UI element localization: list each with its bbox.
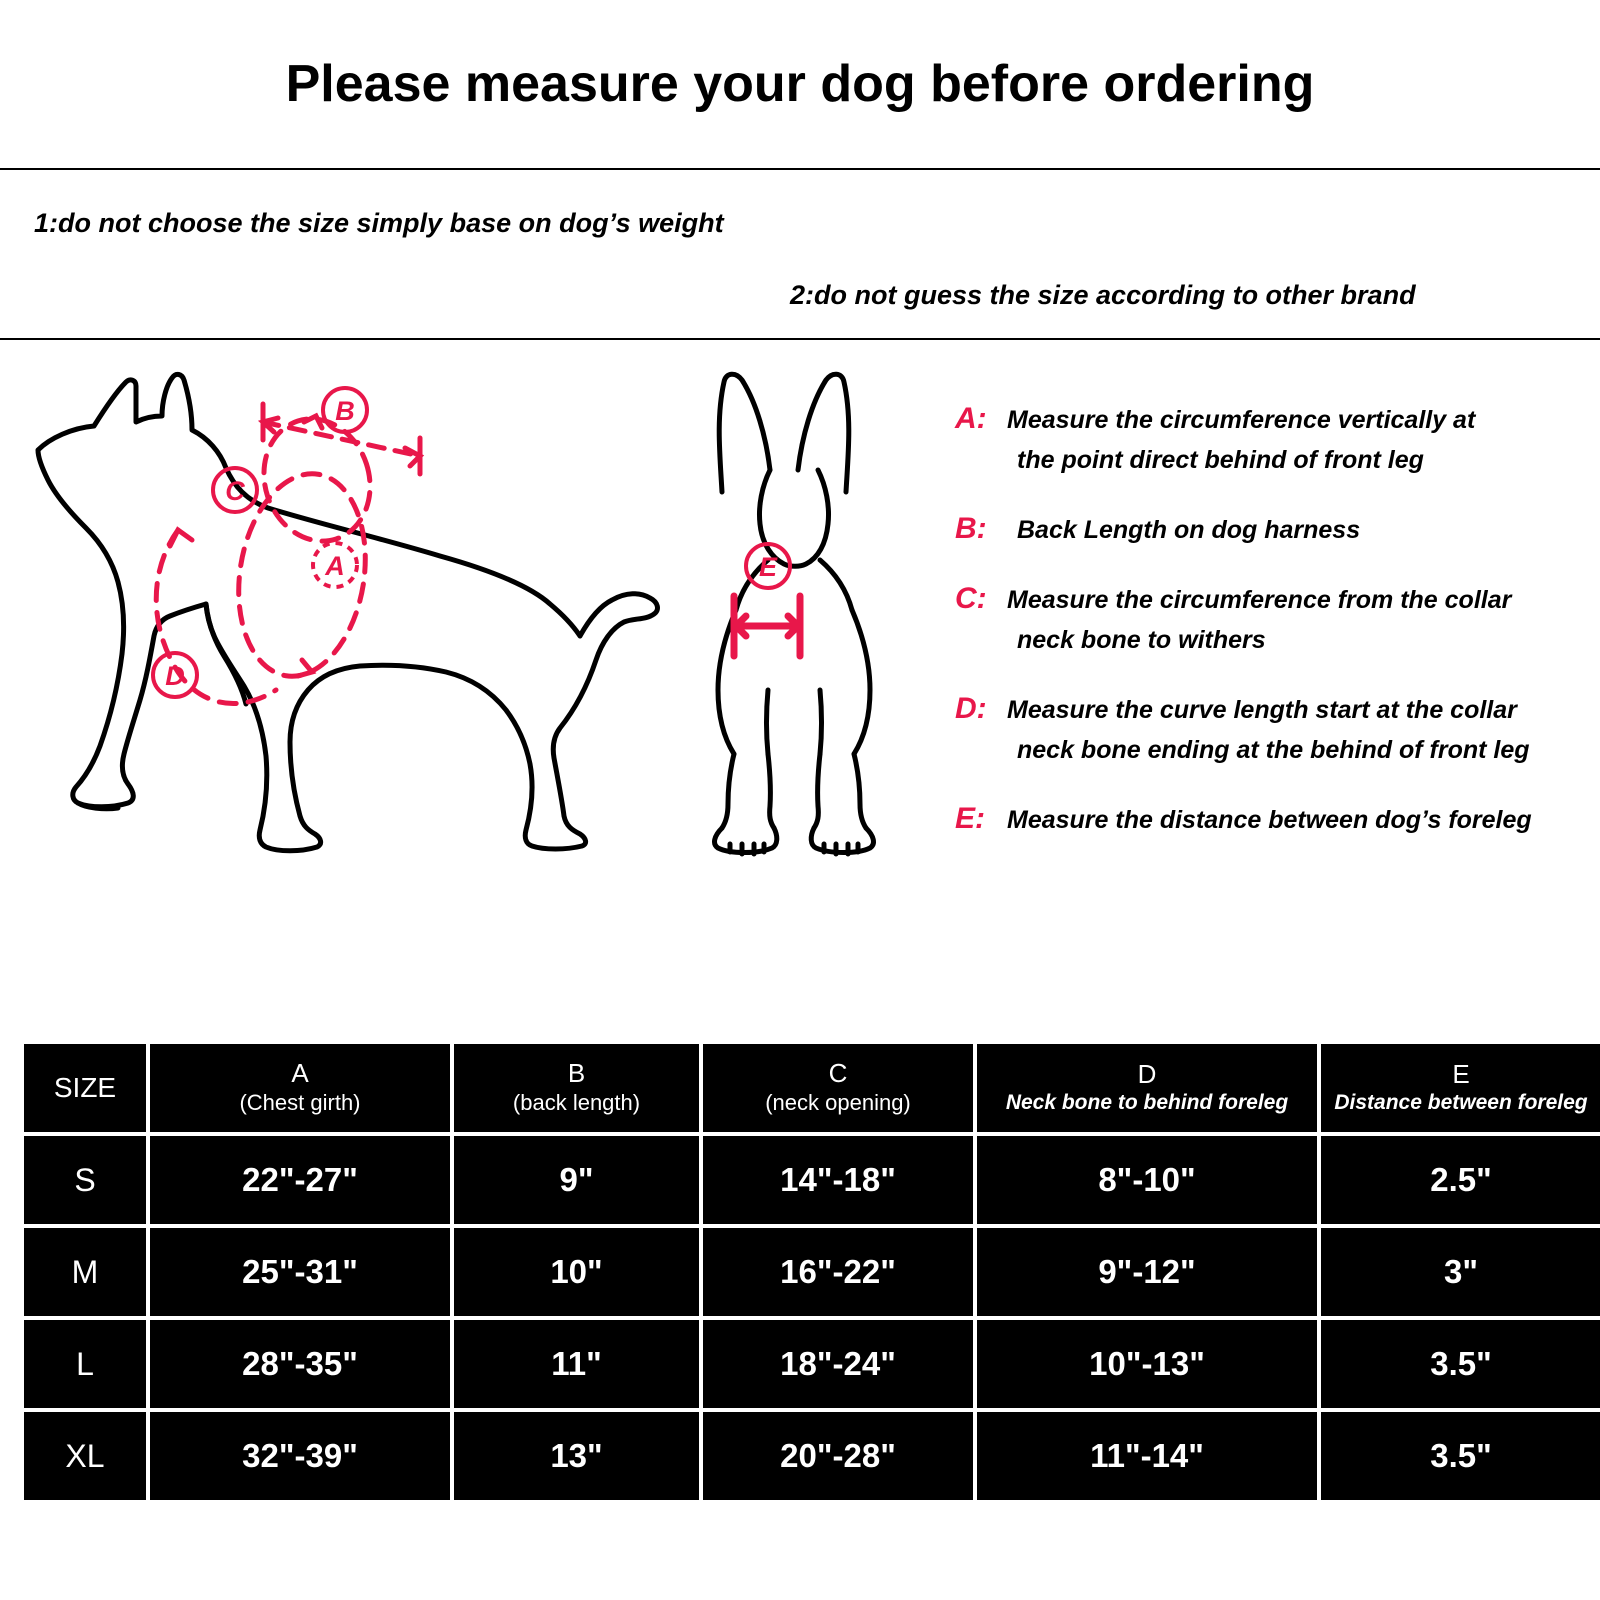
header-c-sub: (neck opening): [765, 1090, 911, 1116]
header-e-main: E: [1452, 1058, 1470, 1089]
row-xl-e: 3.5": [1321, 1412, 1600, 1500]
legend-text-d-line2: neck bone ending at the behind of front leg: [1017, 736, 1530, 764]
legend-text-e-line1: Measure the distance between dog’s foreleg: [1007, 806, 1532, 834]
row-s-d: 8"-10": [977, 1136, 1317, 1224]
header-d-main: D: [1137, 1058, 1157, 1089]
marker-c-label: C: [225, 476, 245, 506]
row-l-a: 28"-35": [150, 1320, 450, 1408]
size-table-container: [20, 1040, 1588, 1504]
legend-text-b: [1007, 510, 1360, 550]
table-header-d: [977, 1044, 1317, 1132]
row-m-d: 9"-12": [977, 1228, 1317, 1316]
row-s-e: 2.5": [1321, 1136, 1600, 1224]
row-l-size: L: [24, 1320, 146, 1408]
row-s-b: 9": [454, 1136, 699, 1224]
table-header-size: [24, 1044, 146, 1132]
table-header-b: [454, 1044, 699, 1132]
dog-side-view-illustration: [20, 360, 680, 885]
header-a-sub: (Chest girth): [239, 1090, 361, 1116]
legend-item-d: [955, 690, 1585, 770]
row-m-c: 16"-22": [703, 1228, 973, 1316]
row-m-e: 3": [1321, 1228, 1600, 1316]
legend-key-c: C:: [955, 582, 987, 615]
row-m-a: 25"-31": [150, 1228, 450, 1316]
row-xl-a: 32"-39": [150, 1412, 450, 1500]
row-m-b: 10": [454, 1228, 699, 1316]
notes-section: [0, 170, 1600, 340]
header-d-sub: Neck bone to behind foreleg: [1005, 1090, 1289, 1114]
legend-text-a-line2: the point direct behind of front leg: [1017, 446, 1424, 474]
legend-key-a: A:: [955, 402, 987, 435]
marker-b-label: B: [335, 396, 355, 426]
legend-text-a-line1: Measure the circumference vertically at: [1007, 406, 1476, 434]
header-e-sub: Distance between foreleg: [1334, 1090, 1588, 1114]
header-size-main: SIZE: [53, 1071, 117, 1103]
header: [0, 0, 1600, 170]
legend-text-d-line1: Measure the curve length start at the collar: [1007, 696, 1517, 724]
legend-key-d: D:: [955, 692, 987, 725]
table-row: [24, 1320, 1600, 1408]
legend-text-c: [1007, 580, 1511, 660]
header-a-main: A: [291, 1058, 309, 1089]
table-row: [24, 1228, 1600, 1316]
legend-item-e: [955, 800, 1585, 840]
row-xl-c: 20"-28": [703, 1412, 973, 1500]
row-l-d: 10"-13": [977, 1320, 1317, 1408]
marker-d-label: D: [165, 661, 185, 691]
note-1: 1:do not choose the size simply base on dog’s weight: [34, 208, 724, 238]
row-l-c: 18"-24": [703, 1320, 973, 1408]
row-m-size: M: [24, 1228, 146, 1316]
row-xl-b: 13": [454, 1412, 699, 1500]
size-table: [20, 1040, 1600, 1504]
row-s-c: 14"-18": [703, 1136, 973, 1224]
row-xl-size: XL: [24, 1412, 146, 1500]
header-b-main: B: [567, 1058, 586, 1089]
dog-front-view-illustration: [650, 360, 940, 885]
legend-list: [955, 400, 1585, 870]
table-row: [24, 1412, 1600, 1500]
legend-text-a: [1007, 400, 1475, 480]
legend-item-b: [955, 510, 1585, 550]
table-header-row: [24, 1044, 1600, 1132]
note-2: 2:do not guess the size according to other brand: [790, 280, 1416, 310]
marker-a-label: A: [325, 551, 345, 581]
diagram-section: [0, 340, 1600, 1040]
table-row: [24, 1136, 1600, 1224]
legend-text-e: [1007, 800, 1532, 840]
legend-key-b: B:: [955, 512, 987, 545]
legend-text-d: [1007, 690, 1530, 770]
legend-item-a: [955, 400, 1585, 480]
row-l-e: 3.5": [1321, 1320, 1600, 1408]
legend-key-e: E:: [955, 802, 985, 835]
page-title: Please measure your dog before ordering: [285, 55, 1315, 113]
table-header-a: [150, 1044, 450, 1132]
legend-text-c-line2: neck bone to withers: [1017, 626, 1266, 654]
legend-text-c-line1: Measure the circumference from the collar: [1007, 586, 1512, 614]
row-s-size: S: [24, 1136, 146, 1224]
header-c-main: C: [828, 1058, 848, 1089]
table-header-c: [703, 1044, 973, 1132]
legend-item-c: [955, 580, 1585, 660]
row-xl-d: 11"-14": [977, 1412, 1317, 1500]
table-header-e: [1321, 1044, 1600, 1132]
header-b-sub: (back length): [512, 1090, 641, 1116]
row-l-b: 11": [454, 1320, 699, 1408]
legend-text-b-line1: Back Length on dog harness: [1017, 516, 1361, 544]
marker-e-label: E: [758, 552, 778, 582]
row-s-a: 22"-27": [150, 1136, 450, 1224]
